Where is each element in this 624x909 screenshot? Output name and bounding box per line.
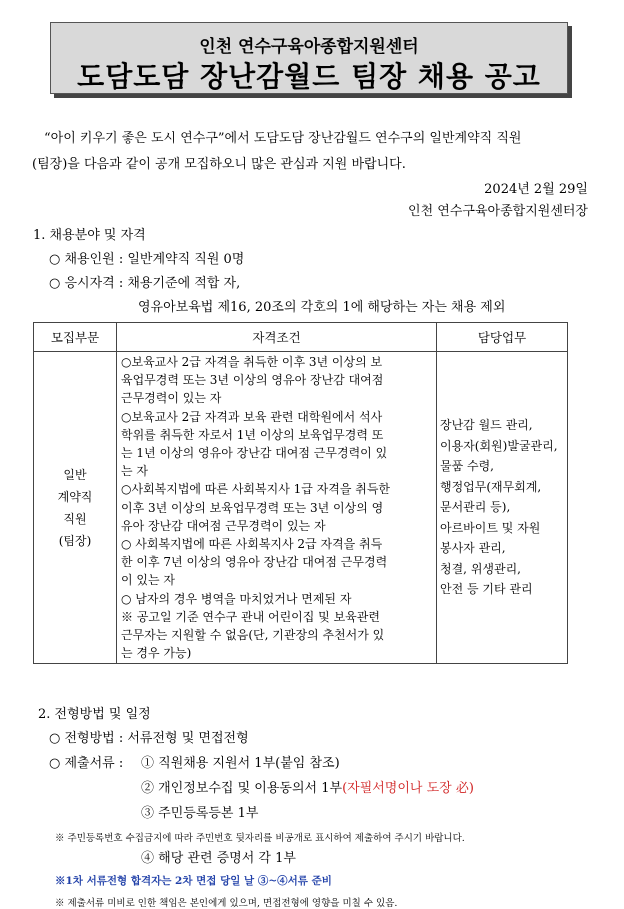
duty-line: 청결, 위생관리, (440, 561, 521, 576)
duty-line: 봉사자 관리, (440, 541, 506, 556)
signer: 인천 연수구육아종합지원센터장 (408, 204, 588, 219)
duty-line: 문서관리 등), (440, 500, 511, 515)
duties-cell (437, 352, 568, 664)
dept-line: 직원 (63, 511, 87, 526)
intro-line-1: “아이 키우기 좋은 도시 연수구”에서 도담도담 장난감월드 연수구의 일반계약직 직원 (44, 131, 522, 146)
condition-line: ○사회복지법에 따른 사회복지사 1급 자격을 취득한 (121, 482, 391, 497)
dept-line: 계약직 (57, 489, 93, 504)
condition-line: 근무경력이 있는 자 (121, 391, 222, 406)
table-header-conditions: 자격조건 (117, 323, 437, 352)
table-header-duties: 담당업무 (437, 323, 568, 352)
condition-line: 근무자는 지원할 수 없음(단, 기관장의 추천서가 있 (121, 628, 385, 643)
condition-line: 이 있는 자 (121, 573, 175, 588)
section1-heading: 1. 채용분야 및 자격 (33, 228, 146, 243)
condition-line: ○보육교사 2급 자격과 보육 관련 대학원에서 석사 (121, 409, 383, 424)
intro-line-2: (팀장)을 다음과 같이 공개 모집하오니 많은 관심과 지원 바랍니다. (32, 157, 406, 172)
section1-exclusion-note: 영유아보육법 제16, 20조의 각호의 1에 해당하는 자는 채용 제외 (138, 300, 506, 315)
duty-line: 아르바이트 및 자원 (440, 520, 541, 535)
note-interview-prep: ※1차 서류전형 합격자는 2차 면접 당일 날 ③~④서류 준비 (55, 875, 332, 887)
condition-line: 이후 3년 이상의 보육업무경력 또는 3년 이상의 영 (121, 500, 384, 515)
duty-line: 안전 등 기타 관리 (440, 582, 533, 597)
condition-line: 학위를 취득한 자로서 1년 이상의 보육업무경력 또 (121, 427, 384, 442)
dept-line: (팀장) (58, 533, 92, 548)
dept-cell (34, 352, 117, 664)
conditions-cell (117, 352, 437, 664)
doc-item-2 (141, 777, 474, 796)
condition-line: 는 경우 가능) (121, 646, 192, 661)
duty-line: 행정업무(재무회계, (440, 479, 542, 494)
condition-line: ○ 사회복지법에 따른 사회복지사 2급 자격을 취득 (121, 537, 383, 552)
page-title: 도담도담 장난감월드 팀장 채용 공고 (77, 60, 541, 93)
condition-line: 한 이후 7년 이상의 영유아 장난감 대여점 근무경력 (121, 555, 388, 570)
condition-line: ○ 남자의 경우 병역을 마치었거나 면제된 자 (121, 591, 352, 606)
duty-line: 이용자(회원)발굴관리, (440, 438, 558, 453)
duty-line: 물품 수령, (440, 459, 494, 474)
section2-docs-label: ○ 제출서류 : (49, 756, 124, 771)
table-header-dept: 모집부문 (34, 323, 117, 352)
header-org: 인천 연수구육아종합지원센터 (199, 37, 419, 57)
notice-date: 2024년 2월 29일 (484, 182, 588, 197)
note-resident-number: ※ 주민등록번호 수집금지에 따라 주민번호 뒷자리를 비공개로 표시하여 제출하여 주시기 바랍니다. (55, 833, 465, 844)
doc-item-2-text: ② 개인정보수집 및 이용동의서 1부 (141, 781, 343, 796)
doc-item-1: ① 직원채용 지원서 1부(붙임 참조) (141, 756, 340, 771)
doc-item-4: ④ 해당 관련 증명서 각 1부 (141, 851, 296, 866)
condition-line: 는 1년 이상의 영유아 장난감 대여점 근무경력이 있 (121, 446, 388, 461)
condition-line: 는 자 (121, 464, 148, 479)
duty-line: 장난감 월드 관리, (440, 418, 533, 433)
condition-line: ○보육교사 2급 자격을 취득한 이후 3년 이상의 보 (121, 355, 383, 369)
section1-item-headcount: ○ 채용인원 : 일반계약직 직원 0명 (49, 252, 245, 267)
dept-line: 일반 (63, 467, 87, 482)
header-banner (50, 22, 568, 94)
condition-line: ※ 공고일 기준 연수구 관내 어린이집 및 보육관련 (121, 609, 380, 624)
doc-item-2-required: (자필서명이나 도장 必) (342, 781, 474, 796)
section2-method: ○ 전형방법 : 서류전형 및 면접전형 (49, 731, 249, 746)
condition-line: 유아 장난감 대여점 근무경력이 있는 자 (121, 518, 326, 533)
note-responsibility: ※ 제출서류 미비로 인한 책임은 본인에게 있으며, 면접전형에 영향을 미칠 수 있음. (55, 898, 398, 909)
condition-line: 육업무경력 또는 3년 이상의 영유아 장난감 대여점 (121, 373, 384, 388)
section1-item-eligibility: ○ 응시자격 : 채용기준에 적합 자, (49, 276, 241, 291)
doc-item-3: ③ 주민등록등본 1부 (141, 806, 259, 821)
requirements-table (33, 322, 568, 664)
section2-heading: 2. 전형방법 및 일정 (38, 707, 151, 722)
